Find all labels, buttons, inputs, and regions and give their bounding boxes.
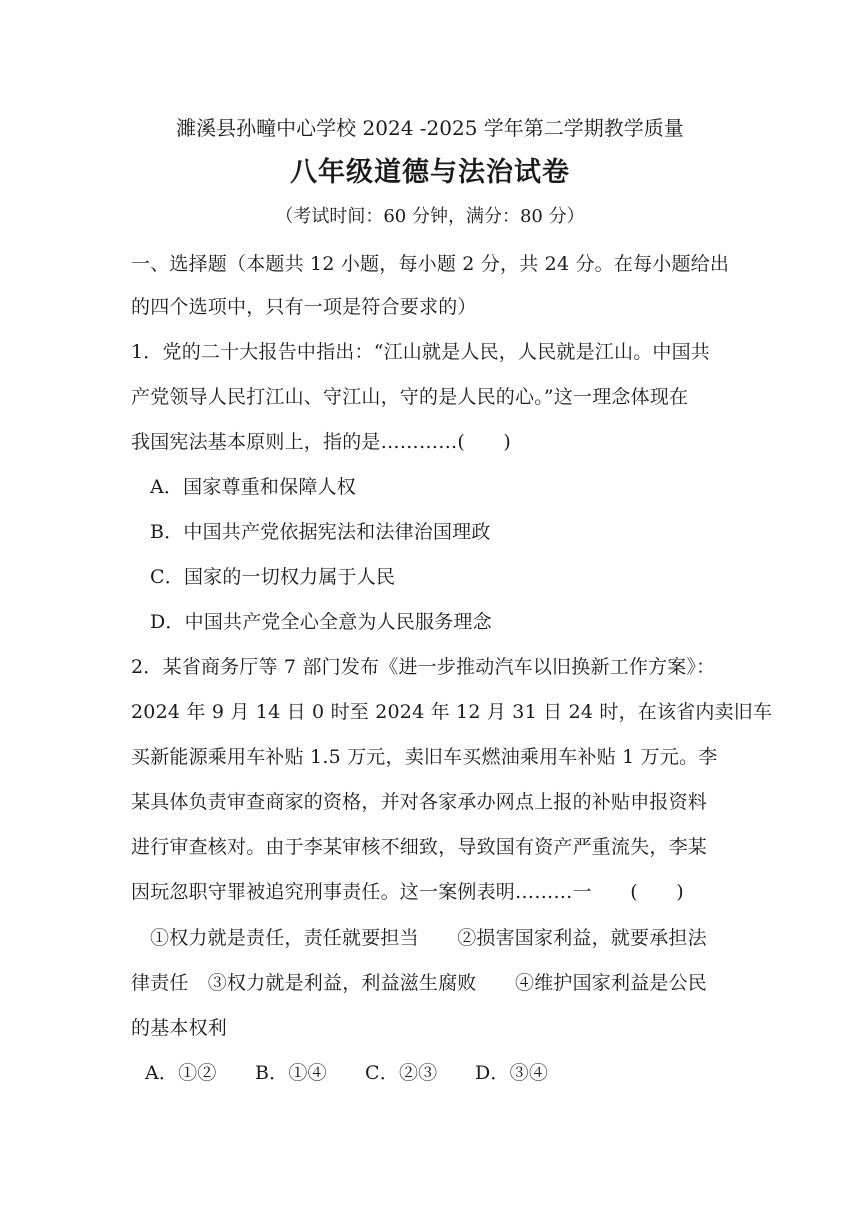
q2-option-c: C．②③ [365, 1062, 438, 1084]
school-semester-line: 濉溪县孙疃中心学校 2024 -2025 学年第二学期教学质量 [176, 116, 684, 140]
q1-option-d: D．中国共产党全心全意为人民服务理念 [150, 611, 492, 633]
section1-intro-line2: 的四个选项中，只有一项是符合要求的） [131, 296, 477, 318]
q1-stem-line1: 1．党的二十大报告中指出：“江山就是人民，人民就是江山。中国共 [131, 341, 711, 363]
q2-statements-line2: 律责任 ③权力就是利益，利益滋生腐败 ④维护国家利益是公民 [131, 972, 708, 994]
q2-stem-line3: 买新能源乘用车补贴 1.5 万元，卖旧车买燃油乘用车补贴 1 万元。李 [131, 746, 718, 768]
q2-stem-line6: 因玩忽职守罪被追究刑事责任。这一案例表明………一 ( ) [131, 881, 684, 903]
q1-stem-line2: 产党领导人民打江山、守江山，守的是人民的心。”这一理念体现在 [131, 386, 689, 408]
q1-option-b: B．中国共产党依据宪法和法律治国理政 [150, 521, 491, 543]
q2-stem-line2: 2024 年 9 月 14 日 0 时至 2024 年 12 月 31 日 24 时，在该省内卖旧车 [131, 701, 773, 723]
q2-options-row [145, 1060, 548, 1086]
exam-title: 八年级道德与法治试卷 [290, 157, 570, 188]
q2-stem-line4: 某具体负责审查商家的资格，并对各家承办网点上报的补贴申报资料 [131, 791, 708, 813]
q2-statements-line1: ①权力就是责任，责任就要担当 ②损害国家利益，就要承担法 [150, 927, 707, 949]
q2-option-b: B．①④ [255, 1062, 327, 1084]
section1-intro-line1: 一、选择题（本题共 12 小题，每小题 2 分，共 24 分。在每小题给出 [131, 253, 730, 275]
q2-option-d: D．③④ [475, 1062, 549, 1084]
q1-option-c: C．国家的一切权力属于人民 [150, 566, 396, 588]
q2-stem-line5: 进行审查核对。由于李某审核不细致，导致国有资产严重流失，李某 [131, 836, 708, 858]
exam-time-score-info: （考试时间：60 分钟，满分：80 分） [275, 206, 585, 227]
q2-option-a: A．①② [145, 1062, 217, 1084]
q2-statements-line3: 的基本权利 [131, 1017, 228, 1039]
q2-stem-line1: 2．某省商务厅等 7 部门发布《进一步推动汽车以旧换新工作方案》： [131, 656, 716, 678]
q1-stem-line3: 我国宪法基本原则上，指的是…………( ) [131, 431, 512, 453]
q1-option-a: A．国家尊重和保障人权 [150, 476, 356, 498]
